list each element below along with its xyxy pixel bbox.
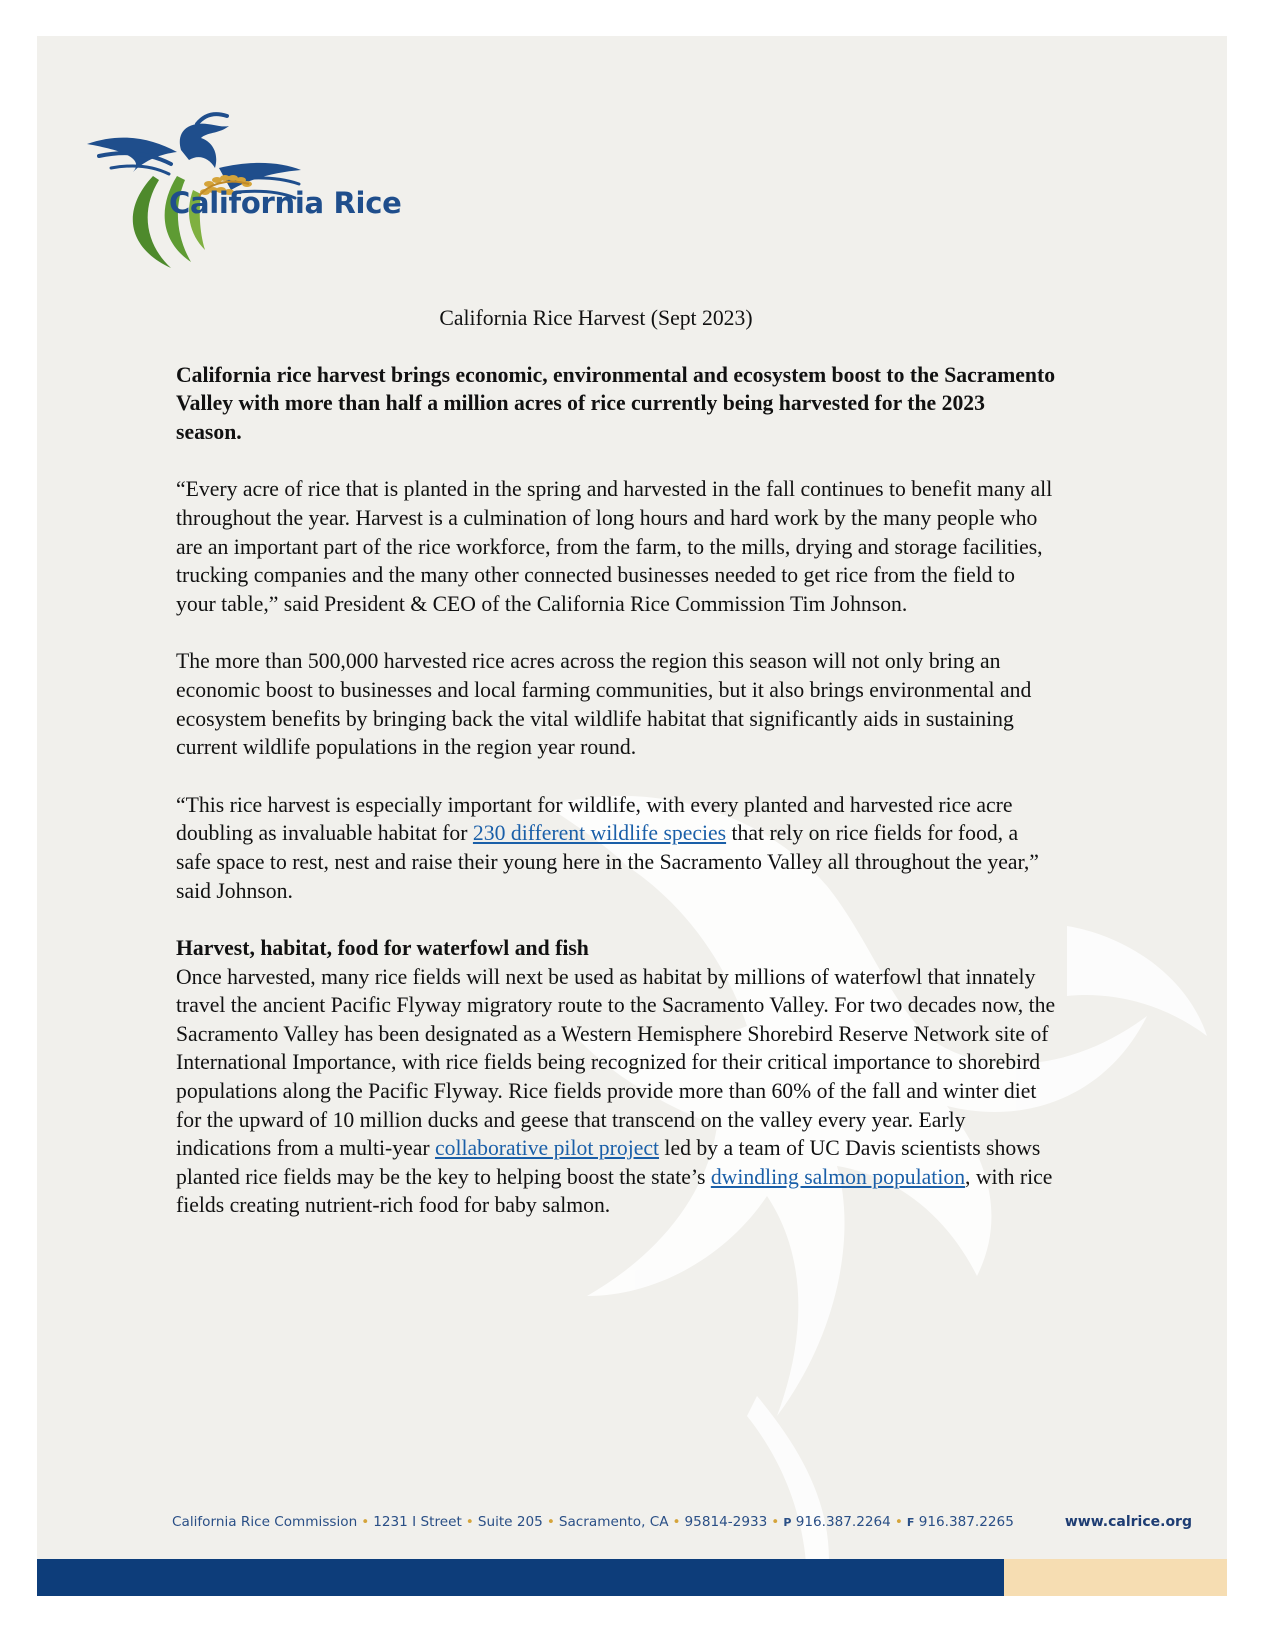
acreage-paragraph: The more than 500,000 harvested rice acres across the region this season will not only bring an economic boost to businesses and local farming communities, but it also brings environmental and ecosystem benefits by bringing back the vital wildlife habitat that significantly aids in sustaining current wildlife populations in the region year round. xyxy=(176,649,1032,760)
california-rice-logo-icon xyxy=(81,80,411,280)
footer-separator: • xyxy=(465,1514,474,1530)
section-heading: Harvest, habitat, food for waterfowl and fish xyxy=(176,936,589,961)
footer-bar-tan xyxy=(1004,1559,1227,1596)
wildlife-quote-paragraph xyxy=(176,791,1056,905)
letterhead-page xyxy=(37,36,1227,1596)
quote-paragraph: “Every acre of rice that is planted in the spring and harvested in the fall continues to benefit many all throughout the year. Harvest is a culmination of long hours and hard work by the many people who are an important part of the rice workforce, from the farm, to the mills, drying and storage facilities, trucking companies and the many other connected businesses needed to get rice from the field to your table,” said President & CEO of the California Rice Commission Tim Johnson. xyxy=(176,477,1053,616)
footer-phone: 916.387.2264 xyxy=(795,1514,891,1530)
footer-address xyxy=(172,1514,1217,1530)
collaborative-pilot-project-link[interactable]: collaborative pilot project xyxy=(434,1136,659,1161)
footer-org: California Rice Commission xyxy=(172,1514,358,1530)
footer-separator: • xyxy=(771,1514,780,1530)
habitat-paragraph xyxy=(176,963,1056,1220)
habitat-text-3: , with rice fields creating nutrient-rich food for baby salmon. xyxy=(176,1164,1053,1218)
footer-phone-label: P xyxy=(783,1516,792,1529)
footer-separator: • xyxy=(894,1514,903,1530)
footer-separator: • xyxy=(672,1514,681,1530)
footer-website-link[interactable]: www.calrice.org xyxy=(1064,1514,1192,1530)
footer-fax: 916.387.2265 xyxy=(918,1514,1014,1530)
habitat-text-2: led by a team of UC Davis scientists shows planted rice fields may be the key to helping boost the state’s xyxy=(176,1136,1041,1189)
brand-name: California Rice xyxy=(169,186,402,220)
dwindling-salmon-population-link[interactable]: dwindling salmon population xyxy=(710,1164,966,1189)
footer-separator: • xyxy=(361,1514,370,1530)
footer-suite: Suite 205 xyxy=(477,1514,543,1530)
wildlife-species-link[interactable]: 230 different wildlife species xyxy=(472,821,727,846)
paragraph3-text-end: that rely on rice fields for food, a safe space to rest, nest and raise their young here in the Sacramento Valley all throughout the year,” said Johnson. xyxy=(176,821,1039,903)
footer-bar-blue xyxy=(37,1559,1004,1596)
footer-separator: • xyxy=(546,1514,555,1530)
footer-fax-label: F xyxy=(906,1516,915,1529)
footer-street: 1231 I Street xyxy=(373,1514,462,1530)
footer-city: Sacramento, CA xyxy=(558,1514,669,1530)
letter-body xyxy=(176,304,1056,1249)
document-title: California Rice Harvest (Sept 2023) xyxy=(439,306,753,330)
paragraph3-text-start: “This rice harvest is especially important for wildlife, with every planted and harvested rice acre doubling as invaluable habitat for xyxy=(176,792,1013,846)
lede-paragraph: California rice harvest brings economic, environmental and ecosystem boost to the Sacramento Valley with more than half a million acres of rice currently being harvested for the 2023 season. xyxy=(176,362,1056,444)
footer-zip: 95814-2933 xyxy=(684,1514,768,1530)
habitat-text-1: Once harvested, many rice fields will next be used as habitat by millions of waterfowl that innately travel the ancient Pacific Flyway migratory route to the Sacramento Valley. For two decades now, the Sacramento Valley has been designated as a Western Hemisphere Shorebird Reserve Network site of International Importance, with rice fields being recognized for their critical importance to shorebird populations along the Pacific Flyway. Rice fields provide more than 60% of the fall and winter diet for the upward of 10 million ducks and geese that transcend on the valley every year. Early indications from a multi-year xyxy=(176,964,1056,1161)
